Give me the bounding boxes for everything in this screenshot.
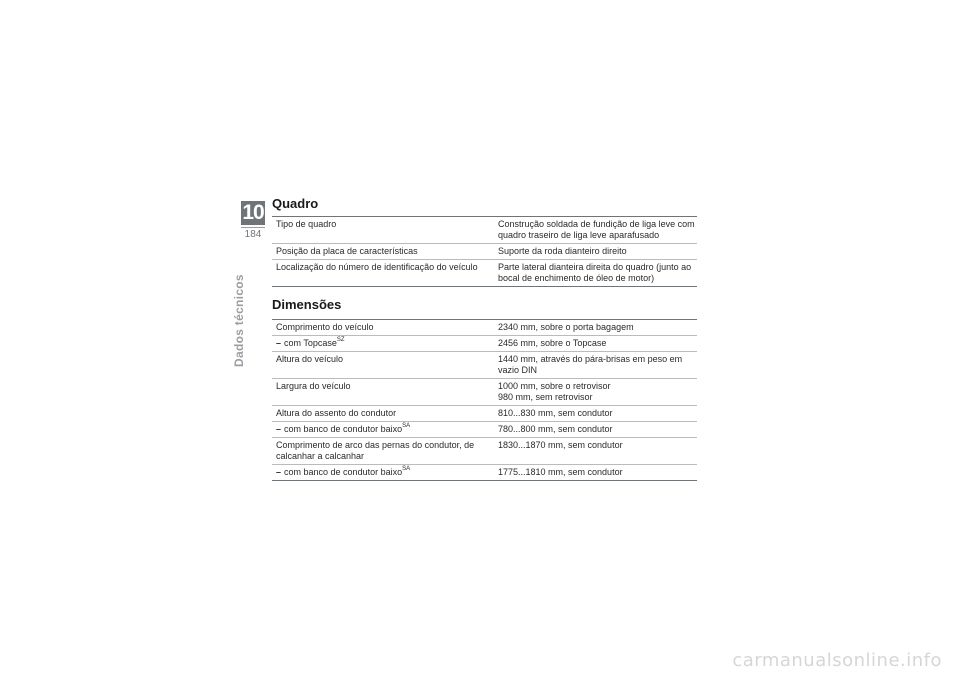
section-title-dimensoes: Dimensões: [272, 297, 342, 312]
row-value: 1440 mm, através do pára-brisas em peso em vazio DIN: [494, 352, 697, 379]
dash-marker: –: [276, 424, 282, 434]
table-row: [272, 217, 697, 244]
table-row: [272, 244, 697, 260]
row-label: Posição da placa de características: [272, 244, 494, 260]
page-content: [272, 196, 697, 481]
table-row: [272, 406, 697, 422]
row-value: Suporte da roda dianteiro direito: [494, 244, 697, 260]
row-label: Altura do veículo: [272, 352, 494, 379]
table-row: [272, 352, 697, 379]
row-value: [494, 379, 697, 406]
dash-marker: –: [276, 467, 282, 477]
page-number: 184: [241, 227, 265, 241]
quadro-table: [272, 216, 697, 287]
row-label: Largura do veículo: [272, 379, 494, 406]
table-row: [272, 260, 697, 287]
row-label-text: com banco de condutor baixo: [284, 467, 403, 477]
option-code: SA: [402, 423, 411, 429]
row-value: 810...830 mm, sem condutor: [494, 406, 697, 422]
option-code: SZ: [336, 337, 345, 343]
watermark: carmanualsonline.info: [732, 650, 942, 671]
chapter-side-label: Dados técnicos: [232, 274, 246, 367]
row-label: Altura do assento do condutor: [272, 406, 494, 422]
section-title-quadro: Quadro: [272, 196, 319, 211]
row-value: 1775...1810 mm, sem condutor: [494, 465, 697, 481]
row-value: 780...800 mm, sem condutor: [494, 422, 697, 438]
row-label: [272, 465, 494, 481]
row-value: Construção soldada de fundição de liga leve com quadro traseiro de liga leve aparafusado: [498, 219, 695, 240]
row-value: 2340 mm, sobre o porta bagagem: [498, 322, 634, 332]
table-row: [272, 336, 697, 352]
row-label: [272, 336, 494, 352]
row-value: 1830...1870 mm, sem condutor: [494, 438, 697, 465]
value-line: 1000 mm, sobre o retrovisor: [498, 381, 611, 391]
table-row: [272, 320, 697, 336]
dimensoes-table: [272, 319, 697, 481]
row-label-text: com Topcase: [284, 338, 337, 348]
chapter-number: 10: [242, 201, 264, 224]
table-row: [272, 438, 697, 465]
table-row: [272, 422, 697, 438]
value-line: 980 mm, sem retrovisor: [498, 392, 593, 402]
table-row: [272, 465, 697, 481]
row-label: [272, 422, 494, 438]
row-value: 2456 mm, sobre o Topcase: [494, 336, 697, 352]
row-label: Tipo de quadro: [276, 219, 337, 229]
option-code: SA: [402, 466, 411, 472]
dash-marker: –: [276, 338, 282, 348]
row-label: Comprimento do veículo: [276, 322, 374, 332]
row-label: Localização do número de identificação do veículo: [272, 260, 494, 287]
row-label: Comprimento de arco das pernas do condutor, de calcanhar a calcanhar: [272, 438, 494, 465]
row-value: Parte lateral dianteira direita do quadro (junto ao bocal de enchimento de óleo de motor): [494, 260, 697, 287]
row-label-text: com banco de condutor baixo: [284, 424, 403, 434]
table-row: [272, 379, 697, 406]
